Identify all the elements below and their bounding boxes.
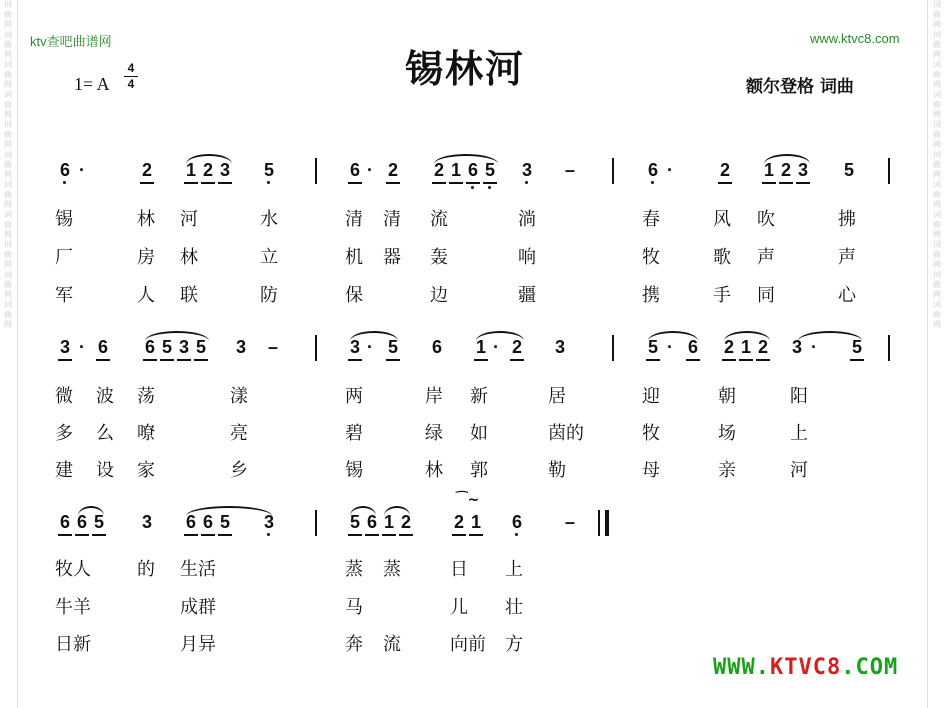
lyric: 多 — [55, 423, 73, 444]
note: 5 — [218, 512, 232, 532]
lyric: 人 — [137, 285, 155, 306]
lyric: 漾 — [230, 386, 248, 407]
note: 1 — [474, 337, 488, 357]
note: 6 — [686, 337, 700, 357]
note: 6 — [75, 512, 89, 532]
right-margin-rule — [927, 0, 928, 708]
note: 5 — [160, 337, 174, 357]
bar-line — [315, 158, 317, 184]
note: 5 — [348, 512, 362, 532]
lyric: 器 — [383, 247, 401, 268]
note: 3 — [796, 160, 810, 180]
lyric: 轰 — [430, 247, 448, 268]
lyric: 场 — [718, 423, 736, 444]
lyric: 母 — [642, 460, 660, 481]
bar-line — [888, 158, 890, 184]
note: 3 — [58, 337, 72, 357]
note: 6 — [365, 512, 379, 532]
note: 3 — [348, 337, 362, 357]
site-logo — [713, 655, 898, 680]
slur — [724, 331, 770, 341]
lyric: 立 — [260, 247, 278, 268]
note: 1 — [739, 337, 753, 357]
composer-credit: 额尔登格 词曲 — [746, 77, 854, 97]
note: 1 — [382, 512, 396, 532]
slur — [145, 331, 209, 341]
slur — [350, 506, 376, 516]
note: 5 — [483, 160, 497, 180]
lyric: 马 — [345, 597, 363, 618]
lyric: 清 — [345, 209, 363, 230]
aug-dot: · — [367, 337, 373, 357]
lyric: 朝 — [718, 386, 736, 407]
note: 2 — [756, 337, 770, 357]
lyric: 房 — [137, 247, 155, 268]
lyric: 心 — [838, 285, 856, 306]
note: 2 — [386, 160, 400, 180]
slur — [476, 331, 524, 341]
slur — [186, 154, 232, 164]
note: 5 — [646, 337, 660, 357]
lyric: 携 — [642, 285, 660, 306]
lyric: 蒸 — [345, 559, 363, 580]
lyric: 声 — [838, 247, 856, 268]
note: 3 — [141, 512, 152, 532]
note: 3 — [235, 337, 246, 357]
note: 6 — [348, 160, 362, 180]
note: 3 — [218, 160, 232, 180]
note: 6 — [510, 512, 524, 532]
lyric: 成群 — [180, 597, 216, 618]
aug-dot: · — [79, 337, 85, 357]
bar-line — [598, 510, 600, 536]
lyric: 居 — [548, 386, 566, 407]
watermark-top-right: www.ktvc8.com — [810, 31, 900, 46]
note: 1 — [184, 160, 198, 180]
note: 6 — [184, 512, 198, 532]
note: 3 — [520, 160, 534, 180]
side-watermark-right: 词曲网词曲网词曲网词曲网词曲网词曲网词曲网词曲网词曲网词曲网词曲网 — [933, 0, 941, 329]
slur — [764, 154, 810, 164]
lyric: 郭 — [470, 460, 488, 481]
aug-dot: · — [667, 160, 673, 180]
lyric: 厂 — [55, 247, 73, 268]
lyric: 壮 — [505, 597, 523, 618]
note: 1 — [762, 160, 776, 180]
lyric: 拂 — [838, 209, 856, 230]
note: 6 — [58, 512, 72, 532]
lyric: 锡 — [345, 460, 363, 481]
note: 2 — [779, 160, 793, 180]
note: 2 — [201, 160, 215, 180]
dash: – — [268, 337, 279, 357]
time-signature-top: 4 — [127, 61, 135, 75]
lyric: 防 — [260, 285, 278, 306]
lyric: 同 — [757, 285, 775, 306]
logo-prefix: WWW. — [713, 655, 770, 680]
turn-ornament-icon: ⁀~ — [456, 492, 480, 508]
lyric: 上 — [790, 423, 808, 444]
lyric: 乡 — [230, 460, 248, 481]
note: 2 — [452, 512, 466, 532]
note: 5 — [92, 512, 106, 532]
logo-brand: KTVC8 — [769, 655, 842, 680]
lyric: 家 — [137, 460, 155, 481]
note: 5 — [386, 337, 400, 357]
note: 1 — [469, 512, 483, 532]
bar-line — [612, 158, 614, 184]
lyric: 林 — [425, 460, 443, 481]
dash: – — [565, 160, 576, 180]
note: 6 — [466, 160, 480, 180]
lyric: 牧人 — [55, 559, 91, 580]
lyric: 亲 — [718, 460, 736, 481]
bar-line — [315, 510, 317, 536]
lyric: 建 — [55, 460, 73, 481]
note: 2 — [140, 160, 154, 180]
lyric: 新 — [470, 386, 488, 407]
slur — [648, 331, 698, 341]
lyric: 淌 — [518, 209, 536, 230]
lyric: 茵的 — [548, 423, 584, 444]
lyric: 林 — [137, 209, 155, 230]
lyric: 岸 — [425, 386, 443, 407]
lyric: 嘹 — [137, 423, 155, 444]
lyric: 牧 — [642, 247, 660, 268]
aug-dot: · — [493, 337, 499, 357]
note: 6 — [58, 160, 72, 180]
watermark-top-left: ktv查吧曲谱网 — [30, 34, 112, 49]
note: 2 — [718, 160, 732, 180]
lyric: 疆 — [518, 285, 536, 306]
lyric: 春 — [642, 209, 660, 230]
lyric: 边 — [430, 285, 448, 306]
bar-line — [888, 335, 890, 361]
note: 3 — [554, 337, 565, 357]
lyric: 水 — [260, 209, 278, 230]
note: 5 — [850, 337, 864, 357]
lyric: 么 — [96, 423, 114, 444]
lyric: 军 — [55, 285, 73, 306]
lyric: 手 — [713, 285, 731, 306]
key-signature: 1= A — [74, 74, 110, 94]
note: 2 — [399, 512, 413, 532]
slur — [798, 331, 862, 341]
lyric: 奔 — [345, 634, 363, 655]
lyric: 吹 — [757, 209, 775, 230]
lyric: 流 — [430, 209, 448, 230]
lyric: 生活 — [180, 559, 216, 580]
side-watermark-left: 词曲网词曲网词曲网词曲网词曲网词曲网词曲网词曲网词曲网词曲网词曲网 — [4, 0, 12, 329]
lyric: 河 — [180, 209, 198, 230]
note: 6 — [96, 337, 110, 357]
note: 5 — [262, 160, 276, 180]
lyric: 歌 — [713, 247, 731, 268]
lyric: 日新 — [55, 634, 91, 655]
lyric: 机 — [345, 247, 363, 268]
lyric: 响 — [518, 247, 536, 268]
logo-suffix: .COM — [841, 655, 899, 680]
bar-line — [315, 335, 317, 361]
lyric: 如 — [470, 423, 488, 444]
lyric: 牧 — [642, 423, 660, 444]
lyric: 荡 — [137, 386, 155, 407]
note: 6 — [143, 337, 157, 357]
note: 2 — [432, 160, 446, 180]
dash: – — [565, 512, 576, 532]
note: 3 — [177, 337, 191, 357]
note: 1 — [449, 160, 463, 180]
lyric: 联 — [180, 285, 198, 306]
aug-dot: · — [367, 160, 373, 180]
left-margin-rule — [17, 0, 18, 708]
lyric: 蒸 — [383, 559, 401, 580]
note: 3 — [262, 512, 276, 532]
lyric: 设 — [96, 460, 114, 481]
note: 6 — [201, 512, 215, 532]
lyric: 月异 — [180, 634, 216, 655]
time-signature-bottom: 4 — [127, 77, 135, 91]
lyric: 流 — [383, 634, 401, 655]
slur — [434, 154, 498, 164]
aug-dot: · — [79, 160, 85, 180]
lyric: 亮 — [230, 423, 248, 444]
slur — [186, 506, 272, 516]
lyric: 日 — [450, 559, 468, 580]
lyric: 碧 — [345, 423, 363, 444]
slur — [78, 506, 104, 516]
lyric: 上 — [505, 559, 523, 580]
note: 6 — [431, 337, 442, 357]
lyric: 声 — [757, 247, 775, 268]
lyric: 的 — [137, 559, 155, 580]
time-signature — [124, 62, 138, 91]
note: 5 — [194, 337, 208, 357]
lyric: 勒 — [548, 460, 566, 481]
note: 3 — [791, 337, 802, 357]
bar-line — [612, 335, 614, 361]
note: 5 — [843, 160, 854, 180]
lyric: 林 — [180, 247, 198, 268]
lyric: 微 — [55, 386, 73, 407]
lyric: 锡 — [55, 209, 73, 230]
aug-dot: · — [667, 337, 673, 357]
lyric: 向前 — [450, 634, 486, 655]
final-bar-line — [605, 510, 609, 536]
lyric: 清 — [383, 209, 401, 230]
lyric: 保 — [345, 285, 363, 306]
lyric: 儿 — [450, 597, 468, 618]
lyric: 两 — [345, 386, 363, 407]
slur — [350, 331, 398, 341]
lyric: 河 — [790, 460, 808, 481]
song-title: 锡林河 — [405, 47, 526, 91]
slur — [384, 506, 410, 516]
note: 2 — [510, 337, 524, 357]
note: 2 — [722, 337, 736, 357]
lyric: 牛羊 — [55, 597, 91, 618]
lyric: 波 — [96, 386, 114, 407]
lyric: 绿 — [425, 423, 443, 444]
lyric: 阳 — [790, 386, 808, 407]
aug-dot: · — [811, 337, 817, 357]
lyric: 风 — [713, 209, 731, 230]
note: 6 — [646, 160, 660, 180]
lyric: 方 — [505, 634, 523, 655]
lyric: 迎 — [642, 386, 660, 407]
